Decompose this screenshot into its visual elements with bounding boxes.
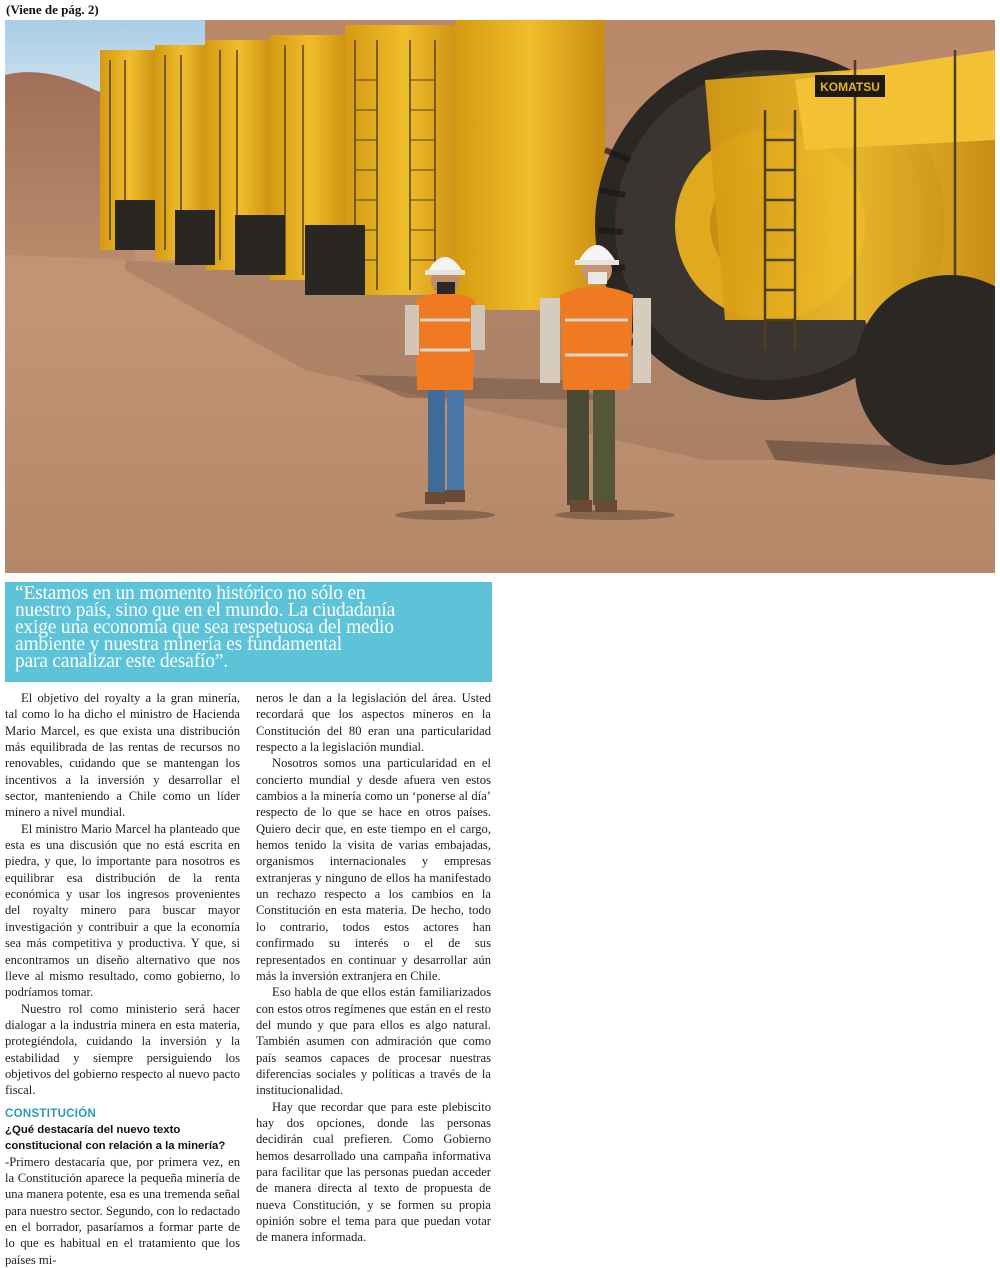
pull-quote-line: para canalizar este desafío”.	[15, 651, 228, 672]
article-paragraph: Nuestro rol como ministerio será hacer dialogar a la industria minera en esta materia, protegiéndola, cuidando la inversión y la estabilidad y siempre persiguiendo los objetivos del gobierno respecto al nuevo pacto fiscal.	[5, 1001, 240, 1098]
pull-quote-line: exige una economía que sea respetuosa del medio	[15, 617, 394, 638]
article-paragraph: Hay que recordar que para este plebiscito hay dos opciones, donde las personas decidirán cual prefieren. Como Gobierno hemos desarrollado una campaña informativa para facilitar que las personas puedan acceder de manera directa al texto de propuesta de nueva Constitución, y se formen su propia opinión sobre el tema para que puedan votar de manera informada.	[256, 1099, 491, 1245]
pull-quote-line: nuestro país, sino que en el mundo. La ciudadanía	[15, 600, 396, 621]
pull-quote-line: ambiente y nuestra minería es fundamental	[15, 634, 342, 655]
interview-answer: -Primero destacaría que, por primera vez, en la Constitución aparece la pequeña minería de una manera potente, esa es una tremenda señal para nuestro sector. Segundo, con lo redactado en el borrador, pasaríamos a formar parte de lo que es habitual en el tratamiento que los países mi-	[5, 1154, 240, 1267]
article-paragraph: Eso habla de que ellos están familiarizados con estos otros regímenes que están en el resto del mundo y que para ellos es algo natural. También asumen con admiración que como país seamos capaces de procesar nuestras diferencias sociales y políticas a través de la institucionalidad.	[256, 985, 492, 1098]
continued-from-page-label: (Viene de pág. 2)	[6, 2, 99, 17]
interview-question: ¿Qué destacaría del nuevo texto constitucional con relación a la minería?	[5, 1123, 226, 1152]
pull-quote-line: “Estamos en un momento histórico no sólo en	[15, 583, 366, 604]
article-column-right	[256, 690, 491, 1246]
article-photo	[5, 20, 995, 573]
article-paragraph: El objetivo del royalty a la gran minería, tal como lo ha dicho el ministro de Hacienda Mario Marcel, es que exista una distribución más equilibrada de las rentas de recursos no renovables, cuidando que se mantengan los incentivos a la inversión y desarrollar el sector, manteniendo a Chile como un líder minero a nivel mundial.	[5, 691, 240, 820]
section-heading: CONSTITUCIÓN	[5, 1107, 97, 1120]
truck-brand-logo: KOMATSU	[820, 80, 880, 94]
article-paragraph-continuation: neros le dan a la legislación del área. Usted recordará que los aspectos mineros en la Constitución del 80 eran una particularidad respecto a la legislación mundial.	[256, 691, 491, 755]
article-column-left	[5, 690, 240, 1268]
article-paragraph: Nosotros somos una particularidad en el concierto mundial y desde afuera ven estos cambios a la minería como un ‘ponerse al día’ respecto de lo que se hace en otros países. Quiero decir que, en este tiempo en el cargo, hemos tenido la visita de varias embajadas, organismos internacionales y empresas extranjeras y ninguno de ellos ha manifestado un rechazo respecto a los cambios en la Constitución en esta materia. De hecho, todo lo contrario, todos estos actores han confirmado su interés o el de sus representados en continuar y desarrollar aún más la inversión extranjera en Chile.	[256, 756, 491, 983]
pull-quote	[5, 582, 492, 682]
article-paragraph: El ministro Mario Marcel ha planteado que esta es una discusión que no está escrita en piedra, y que, lo importante para nosotros es equilibrar esa distribución de la renta económica y usar los ingresos provenientes del royalty minero para buscar mayor investigación y contribuir a que la economía sea más competitiva y productiva. Y que, si encontramos un diseño alternativo que nos lleve al mismo resultado, como gobierno, lo podríamos tomar.	[5, 821, 240, 1000]
